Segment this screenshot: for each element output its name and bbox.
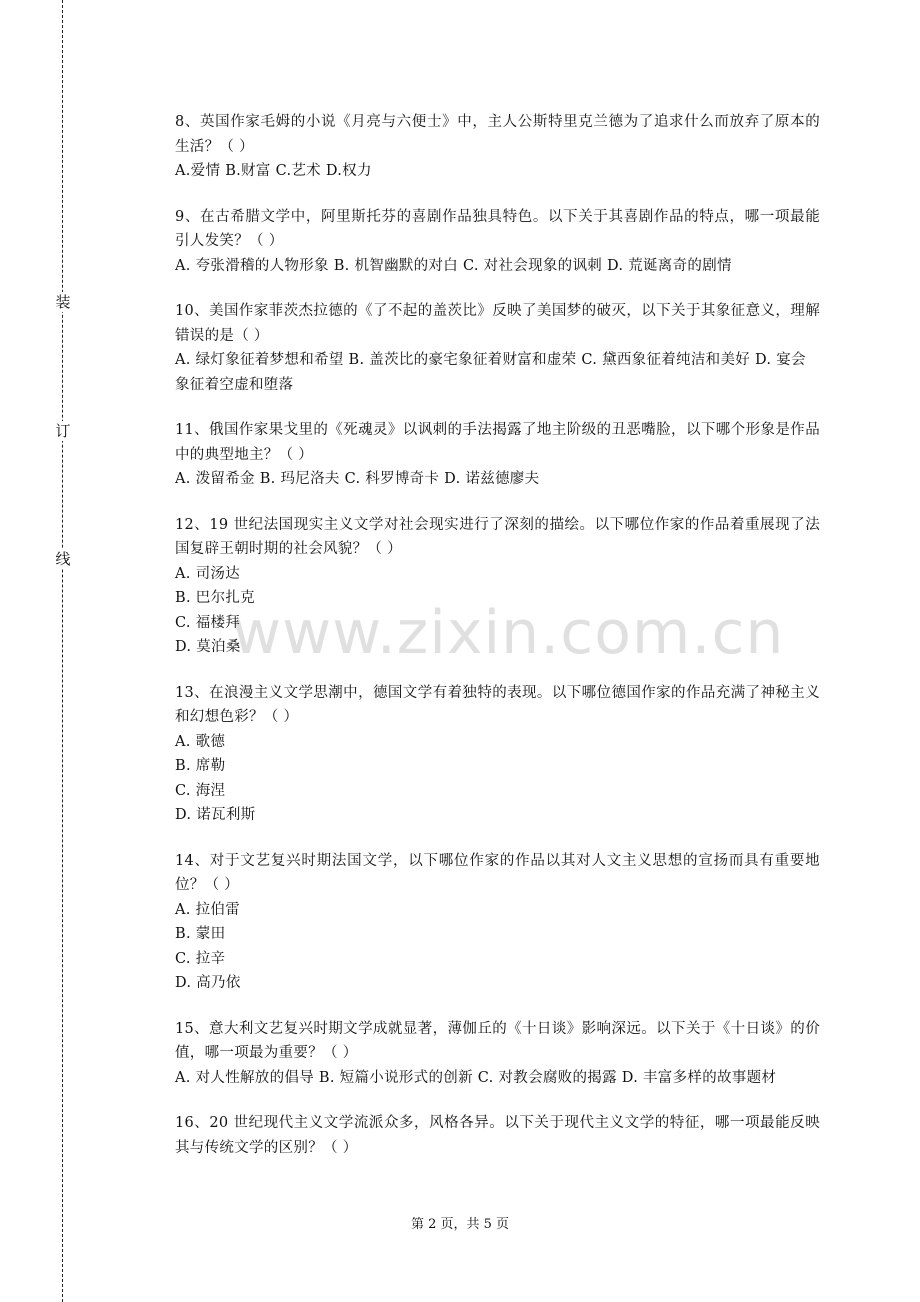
page-number-footer: 第 2 页，共 5 页: [410, 1217, 510, 1232]
question-8: [175, 110, 820, 184]
option-d: D. 高乃依: [175, 975, 241, 991]
binding-label-ding: 订: [55, 422, 71, 440]
question-options: A.爱情 B.财富 C.艺术 D.权力: [175, 163, 372, 179]
option-b: B. 席勒: [175, 758, 226, 774]
question-stem: 10、美国作家菲茨杰拉德的《了不起的盖茨比》反映了美国梦的破灭，以下关于其象征意义，理解错误的是（ ）: [175, 303, 820, 344]
option-d: D. 莫泊桑: [175, 639, 241, 655]
option-c: C. 海涅: [175, 782, 226, 799]
question-stem: 12、19 世纪法国现实主义文学对社会现实进行了深刻的描绘。以下哪位作家的作品着重展现了法国复辟王朝时期的社会风貌？（ ）: [175, 516, 820, 557]
option-c: C. 拉辛: [175, 950, 226, 967]
option-c: C. 福楼拜: [175, 614, 241, 631]
question-13: [175, 681, 820, 828]
option-a: A. 歌德: [175, 733, 226, 750]
question-12: [175, 513, 820, 660]
question-options: A. 对人性解放的倡导 B. 短篇小说形式的创新 C. 对教会腐败的揭露 D. 丰富多样的故事题材: [175, 1069, 777, 1086]
question-options: [175, 898, 820, 996]
option-a: A. 拉伯雷: [175, 901, 240, 918]
option-b: B. 蒙田: [175, 926, 226, 942]
question-options: A. 绿灯象征着梦想和希望 B. 盖茨比的豪宅象征着财富和虚荣 C. 黛西象征着纯洁和美好 D. 宴会象征着空虚和堕落: [175, 352, 806, 393]
option-a: A. 司汤达: [175, 565, 240, 582]
question-stem: 11、俄国作家果戈里的《死魂灵》以讽刺的手法揭露了地主阶级的丑恶嘴脸，以下哪个形象是作品中的典型地主？（ ）: [175, 422, 820, 463]
option-d: D. 诺瓦利斯: [175, 807, 256, 823]
watermark: www.zixin.com.cn: [232, 598, 785, 668]
question-14: [175, 849, 820, 996]
question-stem: 16、20 世纪现代主义文学流派众多，风格各异。以下关于现代主义文学的特征，哪一项最能反映其与传统文学的区别？（ ）: [175, 1115, 820, 1156]
question-options: [175, 730, 820, 828]
question-list: [175, 110, 820, 1181]
question-10: [175, 299, 820, 397]
question-stem: 14、对于文艺复兴时期法国文学，以下哪位作家的作品以其对人文主义思想的宣扬而具有重要地位？（ ）: [175, 852, 820, 893]
question-options: A. 泼留希金 B. 玛尼洛夫 C. 科罗博奇卡 D. 诺兹德廖夫: [175, 471, 540, 487]
question-options: A. 夸张滑稽的人物形象 B. 机智幽默的对白 C. 对社会现象的讽刺 D. 荒诞离奇的剧情: [175, 257, 732, 274]
question-options: [175, 562, 820, 660]
question-stem: 8、英国作家毛姆的小说《月亮与六便士》中，主人公斯特里克兰德为了追求什么而放弃了原本的生活？（ ）: [175, 114, 820, 155]
question-9: [175, 205, 820, 279]
question-15: [175, 1017, 820, 1091]
question-16: [175, 1111, 820, 1160]
binding-dashed-line: [62, 0, 63, 1302]
question-stem: 13、在浪漫主义文学思潮中，德国文学有着独特的表现。以下哪位德国作家的作品充满了神秘主义和幻想色彩？（ ）: [175, 684, 820, 725]
question-11: [175, 418, 820, 492]
question-stem: 9、在古希腊文学中，阿里斯托芬的喜剧作品独具特色。以下关于其喜剧作品的特点，哪一项最能引人发笑？（ ）: [175, 208, 820, 249]
option-b: B. 巴尔扎克: [175, 590, 255, 606]
question-stem: 15、意大利文艺复兴时期文学成就显著，薄伽丘的《十日谈》影响深远。以下关于《十日谈》的价值，哪一项最为重要？（ ）: [175, 1020, 820, 1061]
binding-label-zhuang: 装: [55, 293, 71, 311]
binding-label-xian: 线: [55, 550, 71, 568]
